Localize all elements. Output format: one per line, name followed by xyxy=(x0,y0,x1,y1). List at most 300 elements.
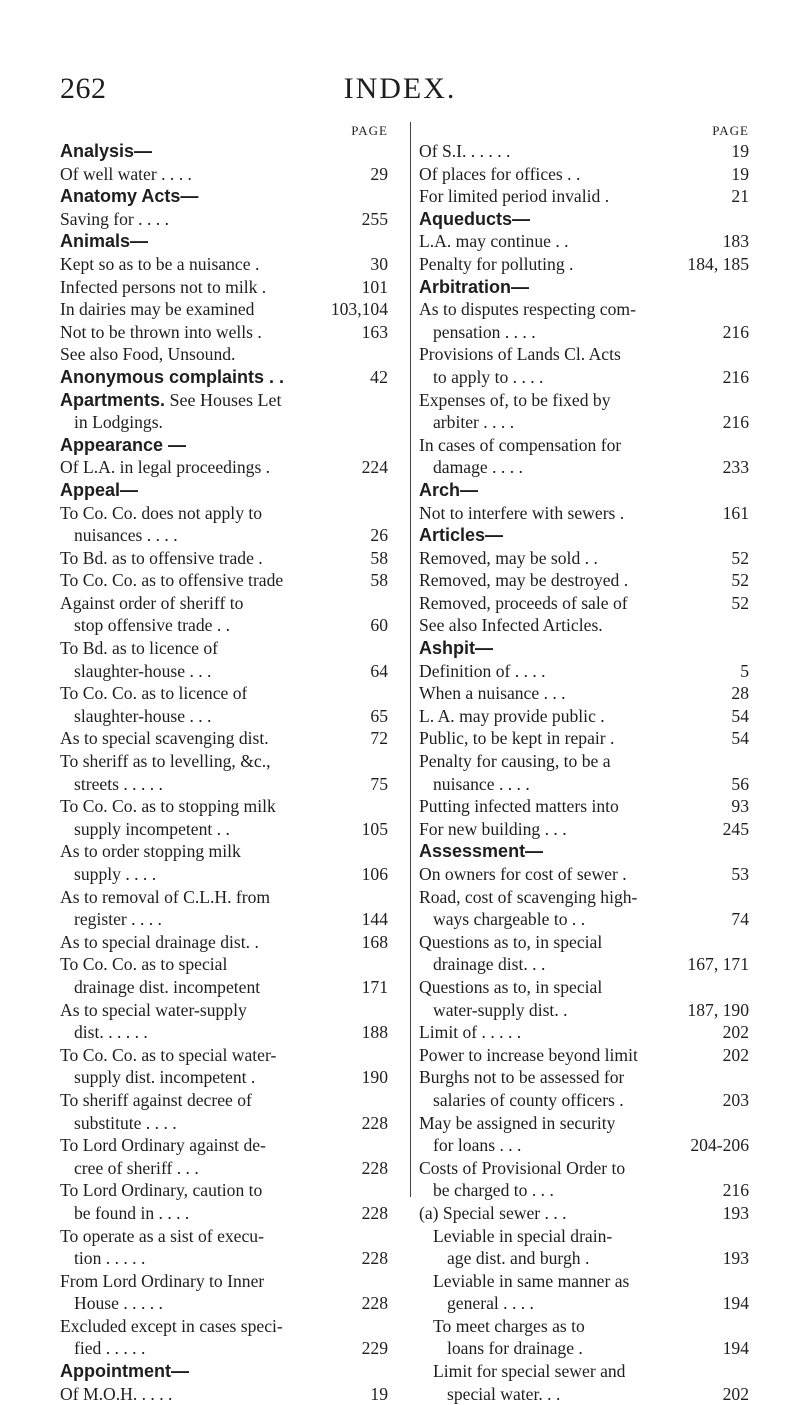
page-reference xyxy=(382,999,388,1022)
page-reference: 163 xyxy=(361,321,388,342)
index-entry xyxy=(60,1315,388,1338)
entry-text: Limit of . . . . . xyxy=(419,1022,522,1043)
entry-text: be found in . . . . xyxy=(74,1202,190,1223)
heading-text: Analysis— xyxy=(60,141,153,161)
index-heading xyxy=(60,230,388,253)
page-reference xyxy=(382,343,388,366)
index-entry xyxy=(419,1225,749,1248)
page-reference: 228 xyxy=(361,1157,388,1178)
index-entry xyxy=(60,931,388,954)
heading-note: See Houses Let xyxy=(165,389,282,410)
index-entry xyxy=(419,434,749,457)
entry-text: Of S.I. . . . . . xyxy=(419,141,511,161)
entry-text: special water. . . xyxy=(447,1383,561,1404)
entry-text: As to order stopping milk xyxy=(60,841,241,862)
entry-text: drainage dist. . . xyxy=(433,954,546,975)
page-reference: 64 xyxy=(370,660,388,681)
page-reference: 184, 185 xyxy=(687,253,749,274)
page-reference: 194 xyxy=(722,1293,749,1314)
page-reference: 188 xyxy=(361,1022,388,1043)
entry-text: Removed, proceeds of sale of xyxy=(419,592,628,613)
entry-text: L.A. may continue . . xyxy=(419,231,569,252)
entry-text: When a nuisance . . . xyxy=(419,683,566,704)
index-entry xyxy=(60,682,388,705)
entry-text: Removed, may be destroyed . xyxy=(419,570,629,591)
entry-text: Public, to be kept in repair . xyxy=(419,728,615,749)
index-heading xyxy=(419,840,749,863)
entry-text: To sheriff against decree of xyxy=(60,1089,252,1110)
index-entry xyxy=(419,366,749,389)
heading-text: Animals— xyxy=(60,231,149,252)
index-entry xyxy=(60,411,388,434)
page-reference: 193 xyxy=(722,1202,749,1223)
page-reference: 229 xyxy=(361,1338,388,1359)
page-column-label: PAGE xyxy=(351,123,388,138)
entry-text: arbiter . . . . xyxy=(433,412,515,433)
page-reference: 60 xyxy=(370,615,388,636)
entry-text: slaughter-house . . . xyxy=(74,705,212,726)
page-reference: 144 xyxy=(361,909,388,930)
entry-text: nuisances . . . . xyxy=(74,525,178,546)
entry-text: For new building . . . xyxy=(419,818,567,839)
index-entry xyxy=(419,1044,749,1067)
entry-text: salaries of county officers . xyxy=(433,1089,624,1110)
entry-text: Definition of . . . . xyxy=(419,660,546,681)
running-head: INDEX. xyxy=(343,72,457,105)
index-entry xyxy=(419,569,749,592)
entry-text: Road, cost of scavenging high- xyxy=(419,886,638,907)
index-heading xyxy=(60,140,388,163)
index-entry xyxy=(419,705,749,728)
page-reference: 204-206 xyxy=(690,1135,749,1156)
index-entry xyxy=(419,1292,749,1315)
index-heading xyxy=(60,366,388,389)
index-entry xyxy=(419,1021,749,1044)
index-entry xyxy=(60,863,388,886)
page-reference: 52 xyxy=(731,592,749,613)
index-heading xyxy=(60,185,388,208)
index-heading xyxy=(60,479,388,502)
entry-text: tion . . . . . xyxy=(74,1248,146,1269)
entry-text: in Lodgings. xyxy=(74,412,163,433)
index-entry xyxy=(419,230,749,253)
heading-text: Appointment— xyxy=(60,1361,189,1382)
index-entry xyxy=(419,886,749,909)
page-reference: 19 xyxy=(731,163,749,184)
entry-text: Burghs not to be assessed for xyxy=(419,1067,625,1088)
page-reference: 56 xyxy=(731,773,749,794)
page-reference: 29 xyxy=(370,163,388,184)
entry-text: pensation . . . . xyxy=(433,321,536,342)
entry-text: As to special drainage dist. . xyxy=(60,931,259,952)
page-reference xyxy=(743,389,749,412)
page-reference: 167, 171 xyxy=(687,954,749,975)
heading-text: Anonymous complaints . . xyxy=(60,366,285,387)
index-entry xyxy=(419,614,749,637)
right-column xyxy=(410,122,749,1404)
page-reference xyxy=(382,1134,388,1157)
index-entry xyxy=(419,1157,749,1180)
index-entry xyxy=(60,1292,388,1315)
index-entry xyxy=(60,163,388,186)
page-reference: 228 xyxy=(361,1293,388,1314)
page-reference: 103,104 xyxy=(330,299,388,320)
page-reference: 216 xyxy=(722,1180,749,1201)
page-reference: 187, 190 xyxy=(687,999,749,1020)
heading-text: Arbitration— xyxy=(419,276,529,297)
heading-text: Appearance — xyxy=(60,434,187,455)
page-reference: 30 xyxy=(370,253,388,274)
left-column xyxy=(60,122,388,1405)
entry-text: To Co. Co. as to licence of xyxy=(60,683,248,704)
entry-text: Putting infected matters into xyxy=(419,796,619,817)
page-reference: 19 xyxy=(731,141,749,161)
entry-text: Leviable in same manner as xyxy=(433,1270,630,1291)
index-entry xyxy=(60,547,388,570)
page-reference: 52 xyxy=(731,547,749,568)
page-reference: 105 xyxy=(361,818,388,839)
index-entry xyxy=(419,863,749,886)
page-reference: 216 xyxy=(722,321,749,342)
entry-text: substitute . . . . xyxy=(74,1112,177,1133)
entry-text: Of places for offices . . xyxy=(419,163,581,184)
page-reference xyxy=(743,886,749,909)
index-entry xyxy=(60,1134,388,1157)
entry-text: stop offensive trade . . xyxy=(74,615,231,636)
entry-text: To meet charges as to xyxy=(433,1315,585,1336)
index-entry xyxy=(60,1337,388,1360)
page-reference xyxy=(743,434,749,457)
page-reference: 101 xyxy=(361,276,388,297)
index-entry xyxy=(419,1066,749,1089)
index-entry xyxy=(60,727,388,750)
index-entry xyxy=(419,592,749,615)
index-entry xyxy=(60,1021,388,1044)
entry-text: To Co. Co. does not apply to xyxy=(60,502,263,523)
page-reference: 216 xyxy=(722,366,749,387)
entry-text: To Co. Co. as to offensive trade xyxy=(60,570,284,591)
heading-text: Assessment— xyxy=(419,841,544,862)
page-reference xyxy=(382,1270,388,1293)
page-reference xyxy=(743,750,749,773)
page-reference xyxy=(743,1066,749,1089)
page-reference xyxy=(743,1270,749,1293)
entry-text: age dist. and burgh . xyxy=(447,1248,590,1269)
index-entry xyxy=(419,343,749,366)
index-entry xyxy=(419,140,749,163)
page-reference: 42 xyxy=(370,366,388,387)
entry-text: Expenses of, to be fixed by xyxy=(419,389,611,410)
page-column-label: PAGE xyxy=(712,123,749,138)
page-reference: 255 xyxy=(361,208,388,229)
index-entry xyxy=(60,1066,388,1089)
page-reference: 54 xyxy=(731,705,749,726)
index-entry xyxy=(419,1315,749,1338)
entry-text: supply . . . . xyxy=(74,864,157,884)
page-reference xyxy=(743,931,749,954)
index-entry xyxy=(419,727,749,750)
entry-text: To Lord Ordinary against de- xyxy=(60,1135,266,1156)
index-entry xyxy=(419,953,749,976)
index-entry xyxy=(60,976,388,999)
index-entry xyxy=(419,321,749,344)
heading-text: Articles— xyxy=(419,525,504,546)
entry-text: Questions as to, in special xyxy=(419,931,603,952)
index-entry xyxy=(60,1089,388,1112)
page-reference: 171 xyxy=(361,976,388,997)
index-entry xyxy=(60,908,388,931)
entry-text: As to special scavenging dist. xyxy=(60,728,269,749)
page-reference xyxy=(382,886,388,909)
entry-text: Costs of Provisional Order to xyxy=(419,1157,626,1178)
index-entry xyxy=(419,502,749,525)
entry-text: register . . . . xyxy=(74,909,162,930)
index-entry xyxy=(60,840,388,863)
entry-text: cree of sheriff . . . xyxy=(74,1157,199,1178)
index-entry xyxy=(60,1247,388,1270)
page-reference xyxy=(382,1044,388,1067)
index-heading xyxy=(419,524,749,547)
entry-text: To Co. Co. as to stopping milk xyxy=(60,796,276,817)
page-reference: 106 xyxy=(361,864,388,884)
index-entry xyxy=(419,1112,749,1135)
page-reference: 5 xyxy=(740,660,749,681)
index-entry xyxy=(60,660,388,683)
index-entry xyxy=(419,1360,749,1383)
entry-text: See also Infected Articles. xyxy=(419,615,603,636)
entry-text: general . . . . xyxy=(447,1293,534,1314)
index-heading xyxy=(419,276,749,299)
page-reference: 193 xyxy=(722,1248,749,1269)
entry-text: House . . . . . xyxy=(74,1293,163,1314)
entry-text: Excluded except in cases speci- xyxy=(60,1315,283,1336)
page-reference: 202 xyxy=(722,1022,749,1043)
entry-text: Saving for . . . . xyxy=(60,208,169,229)
page-reference xyxy=(382,1089,388,1112)
entry-text: nuisance . . . . xyxy=(433,773,530,794)
page-reference: 228 xyxy=(361,1248,388,1269)
index-entry xyxy=(419,1202,749,1225)
entry-text: Questions as to, in special xyxy=(419,976,603,997)
index-heading xyxy=(419,479,749,502)
entry-text: Not to interfere with sewers . xyxy=(419,502,625,523)
index-entry xyxy=(60,343,388,366)
index-entry xyxy=(419,1383,749,1405)
page-reference: 203 xyxy=(722,1089,749,1110)
heading-text: Apartments. xyxy=(60,389,166,410)
entry-text: Penalty for causing, to be a xyxy=(419,751,611,772)
page-reference xyxy=(743,1360,749,1383)
page-reference: 216 xyxy=(722,412,749,433)
entry-text: Penalty for polluting . xyxy=(419,253,574,274)
index-entry xyxy=(60,1044,388,1067)
page-reference xyxy=(743,1225,749,1248)
index-heading xyxy=(419,637,749,660)
entry-text: Not to be thrown into wells . xyxy=(60,321,262,342)
page-reference: 58 xyxy=(370,570,388,591)
index-entry xyxy=(60,592,388,615)
entry-text: for loans . . . xyxy=(433,1135,522,1156)
right-entries xyxy=(419,140,749,1405)
entry-text: to apply to . . . . xyxy=(433,366,544,387)
index-entry xyxy=(419,931,749,954)
left-entries xyxy=(60,140,388,1405)
index-entry xyxy=(60,1270,388,1293)
entry-text: Provisions of Lands Cl. Acts xyxy=(419,344,621,365)
page-number: 262 xyxy=(60,72,107,105)
page-reference: 54 xyxy=(731,728,749,749)
entry-text: To Co. Co. as to special water- xyxy=(60,1044,277,1065)
index-entry xyxy=(60,1179,388,1202)
index-entry xyxy=(60,614,388,637)
entry-text: To operate as a sist of execu- xyxy=(60,1225,264,1246)
entry-text: As to removal of C.L.H. from xyxy=(60,886,271,907)
index-entry xyxy=(60,276,388,299)
index-entry xyxy=(419,1179,749,1202)
entry-text: To sheriff as to levelling, &c., xyxy=(60,751,271,772)
page-reference: 53 xyxy=(731,864,749,884)
entry-text: Leviable in special drain- xyxy=(433,1225,613,1246)
page-reference xyxy=(382,592,388,615)
entry-text: (a) Special sewer . . . xyxy=(419,1202,567,1223)
page-reference xyxy=(743,1315,749,1338)
index-entry xyxy=(60,456,388,479)
entry-text: dist. . . . . . xyxy=(74,1022,148,1043)
index-entry xyxy=(60,1202,388,1225)
page-reference xyxy=(382,502,388,525)
index-entry xyxy=(419,999,749,1022)
heading-text: Anatomy Acts— xyxy=(60,186,199,207)
page-reference: 168 xyxy=(361,931,388,952)
page-reference: 228 xyxy=(361,1202,388,1223)
index-entry xyxy=(419,976,749,999)
entry-text: Removed, may be sold . . xyxy=(419,547,598,568)
page-reference xyxy=(743,343,749,366)
page-reference xyxy=(382,840,388,863)
index-entry xyxy=(419,1270,749,1293)
page-reference xyxy=(382,1225,388,1248)
index-heading xyxy=(419,208,749,231)
page-reference: 74 xyxy=(731,909,749,930)
index-entry xyxy=(60,637,388,660)
page-reference xyxy=(382,953,388,976)
page-reference: 93 xyxy=(731,796,749,817)
page-reference: 228 xyxy=(361,1112,388,1133)
index-entry xyxy=(60,502,388,525)
index-entry xyxy=(419,1337,749,1360)
index-entry xyxy=(419,908,749,931)
index-entry xyxy=(60,208,388,231)
page-reference xyxy=(382,750,388,773)
index-entry xyxy=(419,773,749,796)
entry-text: Against order of sheriff to xyxy=(60,592,244,613)
entry-text: See also Food, Unsound. xyxy=(60,344,236,365)
index-entry xyxy=(419,456,749,479)
index-entry xyxy=(419,660,749,683)
index-heading xyxy=(60,434,388,457)
page-reference: 161 xyxy=(722,502,749,523)
entry-text: streets . . . . . xyxy=(74,773,163,794)
entry-text: In cases of compensation for xyxy=(419,434,622,455)
index-entry xyxy=(419,1134,749,1157)
page-reference: 202 xyxy=(722,1383,749,1404)
page-reference: 194 xyxy=(722,1338,749,1359)
index-entry xyxy=(60,773,388,796)
entry-text: Limit for special sewer and xyxy=(433,1361,626,1382)
entry-text: Power to increase beyond limit xyxy=(419,1044,638,1065)
index-entry xyxy=(60,953,388,976)
entry-text: drainage dist. incompetent xyxy=(74,976,261,997)
index-entry xyxy=(419,795,749,818)
index-entry xyxy=(60,818,388,841)
index-heading xyxy=(60,1360,388,1383)
page-reference: 190 xyxy=(361,1067,388,1088)
index-entry xyxy=(60,795,388,818)
page-reference xyxy=(743,298,749,321)
index-entry xyxy=(419,411,749,434)
entry-text: supply dist. incompetent . xyxy=(74,1067,256,1088)
entry-text: Of L.A. in legal proceedings . xyxy=(60,457,271,478)
heading-text: Arch— xyxy=(419,479,479,500)
entry-text: fied . . . . . xyxy=(74,1338,146,1359)
page-reference xyxy=(743,614,749,637)
entry-text: As to special water-supply xyxy=(60,999,247,1020)
index-entry xyxy=(419,547,749,570)
index-entry xyxy=(419,818,749,841)
index-entry xyxy=(60,253,388,276)
page-reference xyxy=(382,795,388,818)
page-reference xyxy=(743,976,749,999)
index-entry xyxy=(60,999,388,1022)
page-reference: 72 xyxy=(370,728,388,749)
index-entry xyxy=(419,1247,749,1270)
index-entry xyxy=(60,298,388,321)
page-reference xyxy=(743,1157,749,1180)
page-reference: 224 xyxy=(361,457,388,478)
entry-text: On owners for cost of sewer . xyxy=(419,864,627,884)
entry-text: To Lord Ordinary, caution to xyxy=(60,1180,263,1201)
page-reference: 233 xyxy=(722,457,749,478)
entry-text: supply incompetent . . xyxy=(74,818,230,839)
entry-text: To Co. Co. as to special xyxy=(60,954,228,975)
index-entry xyxy=(419,253,749,276)
page-reference: 58 xyxy=(370,547,388,568)
page-reference: 75 xyxy=(370,773,388,794)
index-entry xyxy=(419,163,749,186)
page-reference xyxy=(382,682,388,705)
index-entry xyxy=(60,1112,388,1135)
entry-text: loans for drainage . xyxy=(447,1338,583,1359)
entry-text: To Bd. as to offensive trade . xyxy=(60,547,263,568)
entry-text: May be assigned in security xyxy=(419,1112,616,1133)
page-reference xyxy=(382,411,388,434)
index-entry xyxy=(419,1089,749,1112)
entry-text: In dairies may be examined xyxy=(60,299,255,320)
index-entry xyxy=(60,524,388,547)
entry-text: Kept so as to be a nuisance . xyxy=(60,253,260,274)
heading-text: Ashpit— xyxy=(419,638,493,659)
index-entry xyxy=(60,1157,388,1180)
page-reference: 202 xyxy=(722,1044,749,1065)
entry-text: To Bd. as to licence of xyxy=(60,638,219,659)
entry-text: damage . . . . xyxy=(433,457,523,478)
page-reference xyxy=(382,1179,388,1202)
page-reference: 52 xyxy=(731,570,749,591)
page-reference: 183 xyxy=(722,231,749,252)
index-entry xyxy=(60,569,388,592)
entry-text: From Lord Ordinary to Inner xyxy=(60,1270,265,1291)
entry-text: Of M.O.H. . . . . xyxy=(60,1383,173,1404)
